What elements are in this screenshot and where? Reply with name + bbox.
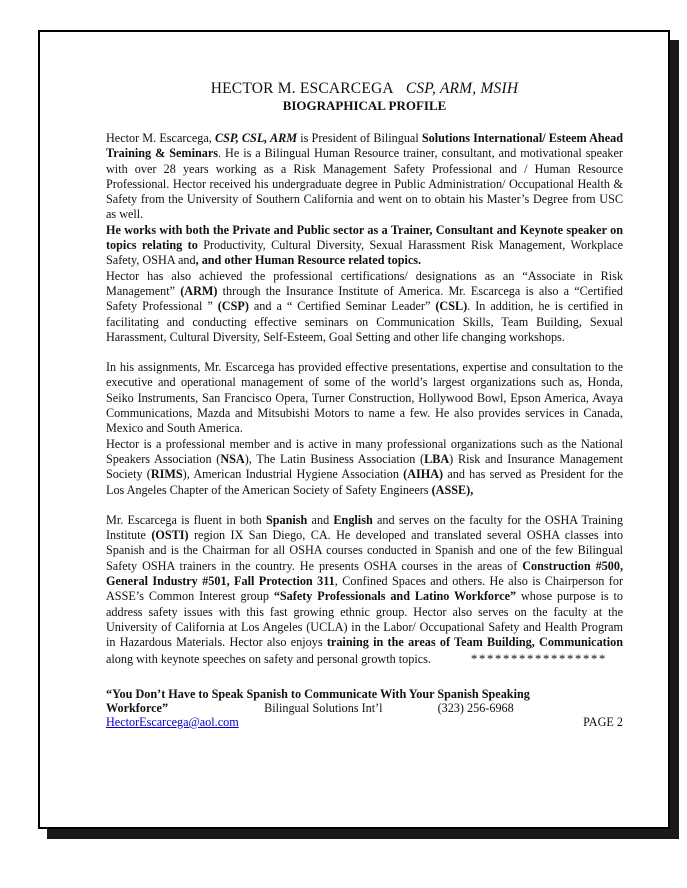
text-run: ) Risk and Insurance Management Society ( [106,451,623,482]
footer-contact-row [106,701,623,715]
text-run: LBA [424,451,450,466]
text-run: (AIHA) [403,467,444,482]
document-content [106,80,623,729]
page-number: PAGE 2 [583,714,623,729]
slogan-line-2: Workforce” [106,700,169,715]
text-run: whose purpose is to address safety issues with this fast growing ethnic group. Hector also serves on the faculty at the University of California at Los Angeles (UCLA) in the Labor/ Occupational Safety and Health Program in Hazardous Materials. Hector also enjoys [106,589,623,650]
text-run: Construction #500, General Industry #501, Fall Protection 311 [106,558,623,589]
text-run: (CSP) [217,299,249,314]
text-run: . He is a Bilingual Human Resource trainer, consultant, and motivational speaker with over 28 years working as a Risk Management Safety Professional and / Human Resource Professional. Hector received his undergraduate degree in Public Administration/ Occupational Health & Safety from the University of Southern California and went on to obtain his Master’s Degree from USC as well. [106,146,623,222]
text-run: CSP, CSL, ARM [214,131,298,145]
text-run: Productivity, Cultural Diversity [197,238,362,253]
text-run: , and other Human Resource related topics. [195,253,422,268]
page-title [106,80,623,98]
text-run: . In addition, he is certified in facilitating and conducting effective seminars on Communication Skills, Team Building, Sexual Harassment, Cultural Diversity, Self-Esteem, Goal Setting and other life changing workshops. [106,299,623,344]
person-name: HECTOR M. ESCARCEGA [210,80,394,97]
text-run: He works with both the Private and Public sector as a Trainer, Consultant and Keynote speaker on topics relating to [106,222,623,253]
paragraph-certifications [106,269,623,345]
text-run: (ARM) [180,283,218,298]
star-separator: ***************** [470,650,607,666]
text-run: , Sexual Harassment Risk Management, Workplace Safety, OSHA and [106,238,623,268]
paragraph-assignments: In his assignments, Mr. Escarcega has provided effective presentations, expertise and consultation to the executive and operational management of some of the world’s largest organizations such as, Honda, Seiko Instruments, San Francisco Opera, Turner Construction, Hollywood Bowl, Epson America, Avaya Communications, Mazda and Mitsubishi Motors to name a few. He also provides services in Canada, Mexico and South America. [106,360,623,436]
page-footer [106,687,623,729]
email-link[interactable]: HectorEscarcega@aol.com [106,714,239,729]
text-run: Solutions International/ Esteem Ahead Training & Seminars [106,131,623,161]
text-run: and serves on the faculty for the OSHA Training Institute [106,512,623,543]
phone-number: (323) 256-6968 [437,700,514,715]
text-run: and [307,512,334,527]
footer-bottom-row [106,715,623,729]
organization-name: Bilingual Solutions Int’l [264,700,383,715]
text-run: is President of Bilingual [297,131,422,145]
page-subtitle: BIOGRAPHICAL PROFILE [282,98,447,113]
text-run: region IX San Diego, CA. He developed and translated several OSHA classes into Spanish and is the Chairman for all OSHA courses conducted in Spanish and one of the few Bilingual Safety OSHA trainers in the country. He presents OSHA courses in the areas of [106,528,623,573]
text-run: and has served as President for the Los Angeles Chapter of the American Society of Safety Engineers [106,467,623,497]
text-run: through the Insurance Institute of America. Mr. Escarcega is also a “Certified Safety Professional ” [106,283,623,314]
text-run: Hector is a professional member and is active in many professional organizations such as the National Speakers Association ( [106,436,623,466]
paragraph-intro [106,131,623,223]
text-run: Hector has also achieved the professional certifications/ designations as an “Associate in Risk Management” [106,268,623,298]
paragraph-sectors [106,223,623,269]
document-page [38,30,670,829]
text-run: Hector M. Escarcega, [106,131,215,145]
text-run: along with keynote speeches on safety and personal growth topics. [106,651,431,666]
text-run: ), American Industrial Hygiene Association [182,467,404,482]
text-run: “Safety Professionals and Latino Workforce” [273,589,517,604]
text-run: training in the areas of Team Building, Communication [326,635,623,650]
text-run: NSA [220,451,245,466]
text-run: Mr. Escarcega is fluent in both [106,512,266,527]
text-run: (CSL) [435,299,468,314]
paragraph-languages [106,513,623,667]
text-run: (ASSE), [431,482,474,497]
text-run: English [333,512,373,527]
slogan-line-1: “You Don’t Have to Speak Spanish to Communicate With Your Spanish Speaking [106,686,530,701]
text-run: , Confined Spaces and others. He also is Chairperson for ASSE’s Common Interest group [106,574,624,604]
credentials: CSP, ARM, MSIH [405,80,519,97]
paragraph-memberships [106,437,623,498]
text-run: RIMS [150,467,183,482]
text-run: Spanish [265,512,308,527]
text-run: ), The Latin Business Association ( [244,451,425,466]
text-run: and a “ Certified Seminar Leader” [248,299,436,314]
text-run: (OSTI) [151,528,189,543]
